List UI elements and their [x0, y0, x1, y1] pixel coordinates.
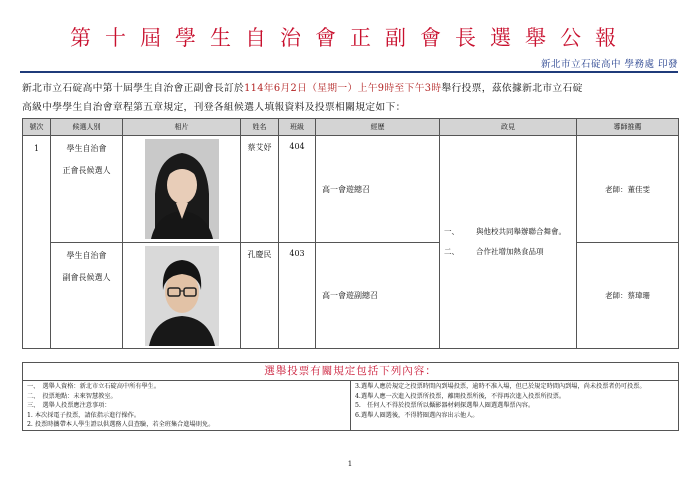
- header-experience: 經歷: [316, 119, 440, 136]
- role-line-1: 學生自治會: [66, 251, 107, 260]
- rule-item: 二、 投票地點：未來智慧教室。: [27, 392, 117, 400]
- rules-title: 選舉投票有關規定包括下列內容：: [23, 363, 679, 381]
- policy-text: 與他校共同舉辦聯合舞會。: [476, 227, 566, 236]
- policy-text: 合作社增加熱食品項: [476, 247, 544, 256]
- recommendation-president: 老師：董佳雯: [577, 136, 679, 243]
- rule-item: 一、 選舉人資格：新北市立石碇高中所有學生。: [27, 383, 161, 391]
- header-photo: 相片: [123, 119, 241, 136]
- role-vice-president: [51, 243, 123, 349]
- page-title: 第十屆學生自治會正副會長選舉公報: [70, 26, 630, 50]
- header-number: 號次: [23, 119, 51, 136]
- role-line-2: 正會長候選人: [62, 166, 111, 175]
- header-class: 班級: [279, 119, 316, 136]
- class-president: 404: [279, 136, 316, 243]
- election-date: 114年6月2日: [244, 83, 308, 94]
- table-row-vice-president: [23, 243, 679, 349]
- intro-text-1: 新北市立石碇高中第十屆學生自治會正副會長訂於: [22, 83, 245, 94]
- name-vice-president: 孔慶民: [241, 243, 279, 349]
- candidate-table: [22, 118, 679, 349]
- intro-text-3: 高級中學學生自治會章程第五章規定，刊登各組候選人填報資料及投票相關規定如下：: [22, 102, 406, 113]
- header-policy: 政見: [440, 119, 577, 136]
- rule-item: 三、 選舉人投票應注意事項：: [27, 402, 111, 410]
- photo-cell-president: [123, 136, 241, 243]
- rule-item: 5. 任何人不得於投票所以攝影器材刺探選舉人圈選選舉票內容。: [355, 402, 535, 410]
- rule-item: 3.選舉人應於規定之投票時間內到場投票，逾時不准入場，但已於規定時間內到場，尚未投票者仍可投票。: [355, 383, 646, 391]
- header-candidate-type: 候選人別: [51, 119, 123, 136]
- president-photo: [145, 139, 219, 239]
- election-time: 上午9時至下午3時: [357, 83, 442, 94]
- experience-vice-president: 高一會遊副總召: [316, 243, 440, 349]
- table-row-president: [23, 136, 679, 243]
- rule-item: 4.選舉人應一次進入投票所投票，離開投票所後，不得再次進入投票所投票。: [355, 392, 566, 400]
- rules-right-column: [351, 381, 679, 431]
- policy-number: 一、: [444, 227, 459, 236]
- class-vice-president: 403: [279, 243, 316, 349]
- rules-left-column: [23, 381, 351, 431]
- table-header-row: [23, 119, 679, 136]
- role-line-2: 副會長候選人: [62, 273, 111, 282]
- recommendation-vice-president: 老師：蔡瑋珊: [577, 243, 679, 349]
- header-name: 姓名: [241, 119, 279, 136]
- rules-table: [22, 362, 679, 431]
- policy-cell: [440, 136, 577, 349]
- header-recommendation: 導師推薦: [577, 119, 679, 136]
- publisher-label: 新北市立石碇高中 學務處 印發: [540, 59, 678, 70]
- policy-number: 二、: [444, 247, 459, 256]
- intro-paragraph: [22, 79, 678, 117]
- policy-item: [444, 242, 576, 262]
- experience-president: 高一會遊總召: [316, 136, 440, 243]
- rule-item: 6.選舉人圈選後，不得將圈選內容出示他人。: [355, 411, 479, 419]
- vice-president-photo: [145, 246, 219, 346]
- title-divider: [20, 71, 678, 73]
- intro-text-2: 舉行投票，茲依據新北市立石碇: [441, 83, 583, 94]
- role-president: [51, 136, 123, 243]
- rule-item: 2. 投票時攜帶本人學生證以供選務人員查驗，若全班集合進場則免。: [27, 421, 215, 429]
- role-line-1: 學生自治會: [66, 144, 107, 153]
- rule-item: 1. 本次採電子投票，請依指示進行操作。: [27, 411, 141, 419]
- photo-cell-vice-president: [123, 243, 241, 349]
- name-president: 蔡艾妤: [241, 136, 279, 243]
- policy-item: [444, 222, 576, 242]
- page-number: 1: [347, 460, 353, 468]
- election-weekday: （星期一）: [307, 83, 358, 94]
- candidate-number: 1: [23, 136, 51, 349]
